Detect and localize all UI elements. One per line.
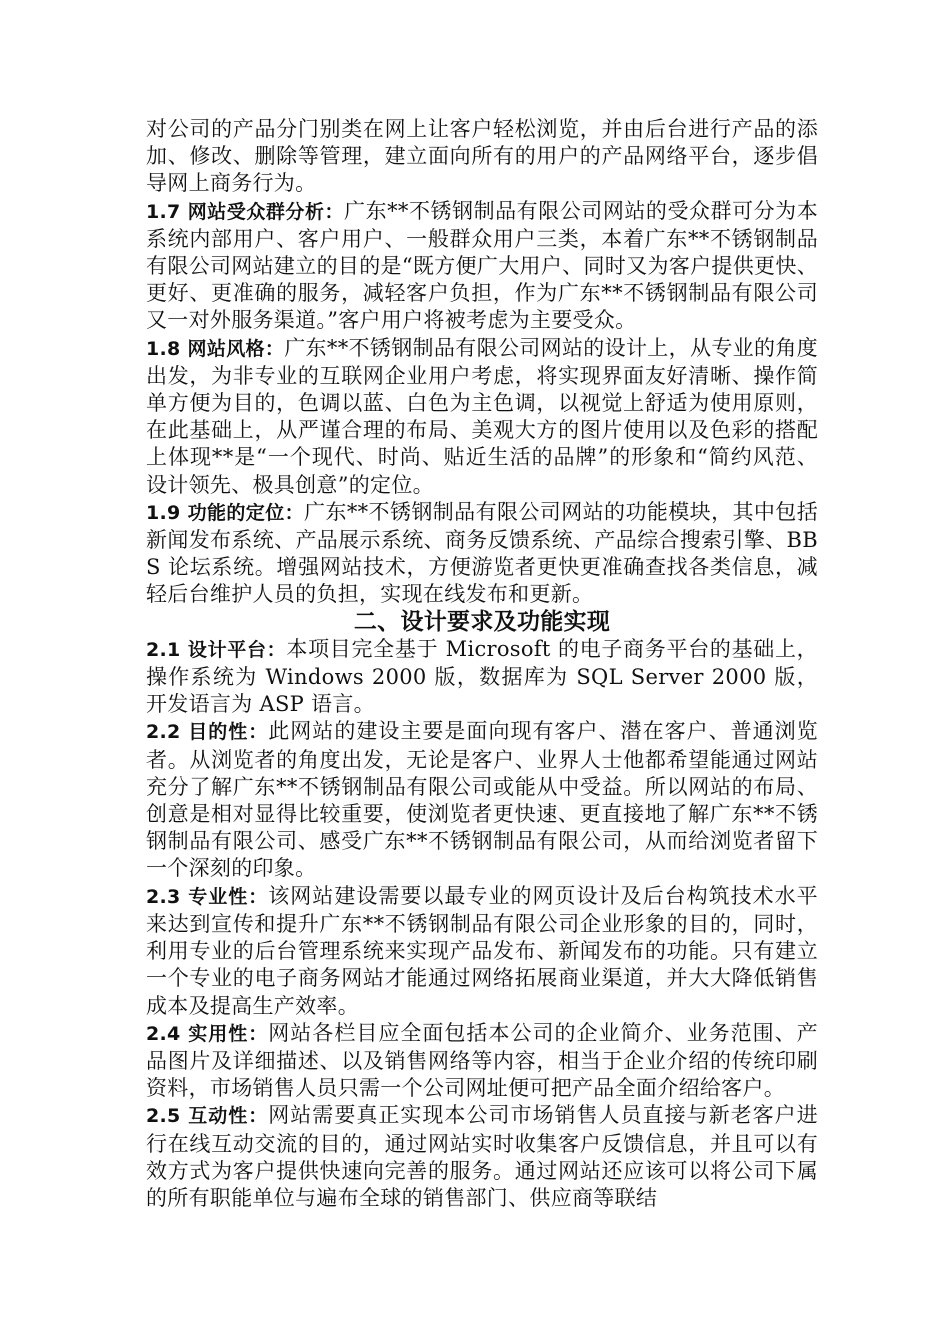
section-2-4-text: 网站各栏目应全面包括本公司的企业简介、业务范围、产品图片及详细描述、以及销售网络等内容，相当于企业介绍的传统印刷资料，市场销售人员只需一个公司网址便可把产品全面介绍给客户。 [146, 1020, 818, 1101]
section-2-5-label: 2.5 互动性： [146, 1105, 269, 1128]
section-2-2 [146, 718, 818, 882]
intro-text: 对公司的产品分门别类在网上让客户轻松浏览，并由后台进行产品的添加、修改、删除等管理，建立面向所有的用户的产品网络平台，逐步倡导网上商务行为。 [146, 117, 818, 196]
section-1-7-label: 1.7 网站受众群分析： [146, 200, 345, 223]
section-1-8-text: 广东**不锈钢制品有限公司网站的设计上，从专业的角度出发，为非专业的互联网企业用户考虑，将实现界面友好清晰、操作简单方便为目的，色调以蓝、白色为主色调，以视觉上舒适为使用原则，在此基础上，从严谨合理的布局、美观大方的图片使用以及色彩的搭配上体现**是“一个现代、时尚、贴近生活的品牌”的形象和“简约风范、设计领先、极具创意”的定位。 [146, 335, 818, 497]
section-1-8-label: 1.8 网站风格： [146, 337, 285, 360]
section-2-2-label: 2.2 目的性： [146, 721, 269, 744]
section-1-9-label: 1.9 功能的定位： [146, 501, 305, 524]
section-1-9 [146, 499, 818, 609]
document-body [146, 116, 818, 1212]
section-2-4-label: 2.4 实用性： [146, 1022, 269, 1045]
intro-paragraph [146, 116, 818, 198]
section-2-1-label: 2.1 设计平台： [146, 638, 287, 661]
section-2-3-text: 该网站建设需要以最专业的网页设计及后台构筑技术水平来达到宣传和提升广东**不锈钢制品有限公司企业形象的目的，同时，利用专业的后台管理系统来实现产品发布、新闻发布的功能。只有建立一个专业的电子商务网站才能通过网络拓展商业渠道，并大大降低销售成本及提高生产效率。 [146, 883, 818, 1018]
section-1-7-text: 广东**不锈钢制品有限公司网站的受众群可分为本系统内部用户、客户用户、一般群众用户三类，本着广东**不锈钢制品有限公司网站建立的目的是“既方便广大用户、同时又为客户提供更快、更好、更准确的服务，减轻客户负担，作为广东**不锈钢制品有限公司又一对外服务渠道。”客户用户将被考虑为主要受众。 [146, 198, 818, 333]
section-2-3-label: 2.3 专业性： [146, 885, 269, 908]
section-2-heading: 二、设计要求及功能实现 [353, 608, 611, 635]
section-1-9-text: 广东**不锈钢制品有限公司网站的功能模块，其中包括新闻发布系统、产品展示系统、商务反馈系统、产品综合搜索引擎、BBS 论坛系统。增强网站技术，方便游览者更快更准确查找各类信息，减轻后台维护人员的负担，实现在线发布和更新。 [146, 499, 818, 607]
section-1-7 [146, 198, 818, 335]
section-2-5-text: 网站需要真正实现本公司市场销售人员直接与新老客户进行在线互动交流的目的，通过网站实时收集客户反馈信息，并且可以有效方式为客户提供快速向完善的服务。通过网站还应该可以将公司下属的所有职能单位与遍布全球的销售部门、供应商等联结 [146, 1103, 818, 1210]
section-2-1-text: 本项目完全基于 Microsoft 的电子商务平台的基础上，操作系统为 Windows 2000 版，数据库为 SQL Server 2000 版，开发语言为 ASP 语言。 [146, 636, 818, 717]
section-1-8 [146, 335, 818, 499]
section-2-4 [146, 1020, 818, 1103]
section-2-1 [146, 636, 818, 719]
section-2-2-text: 此网站的建设主要是面向现有客户、潜在客户、普通浏览者。从浏览者的角度出发，无论是客户、业界人士他都希望能通过网站充分了解广东**不锈钢制品有限公司或能从中受益。所以网站的布局、创意是相对显得比较重要，使浏览者更快速、更直接地了解广东**不锈钢制品有限公司、感受广东**不锈钢制品有限公司，从而给浏览者留下一个深刻的印象。 [146, 719, 818, 881]
section-2-3 [146, 883, 818, 1020]
section-2-5 [146, 1102, 818, 1212]
